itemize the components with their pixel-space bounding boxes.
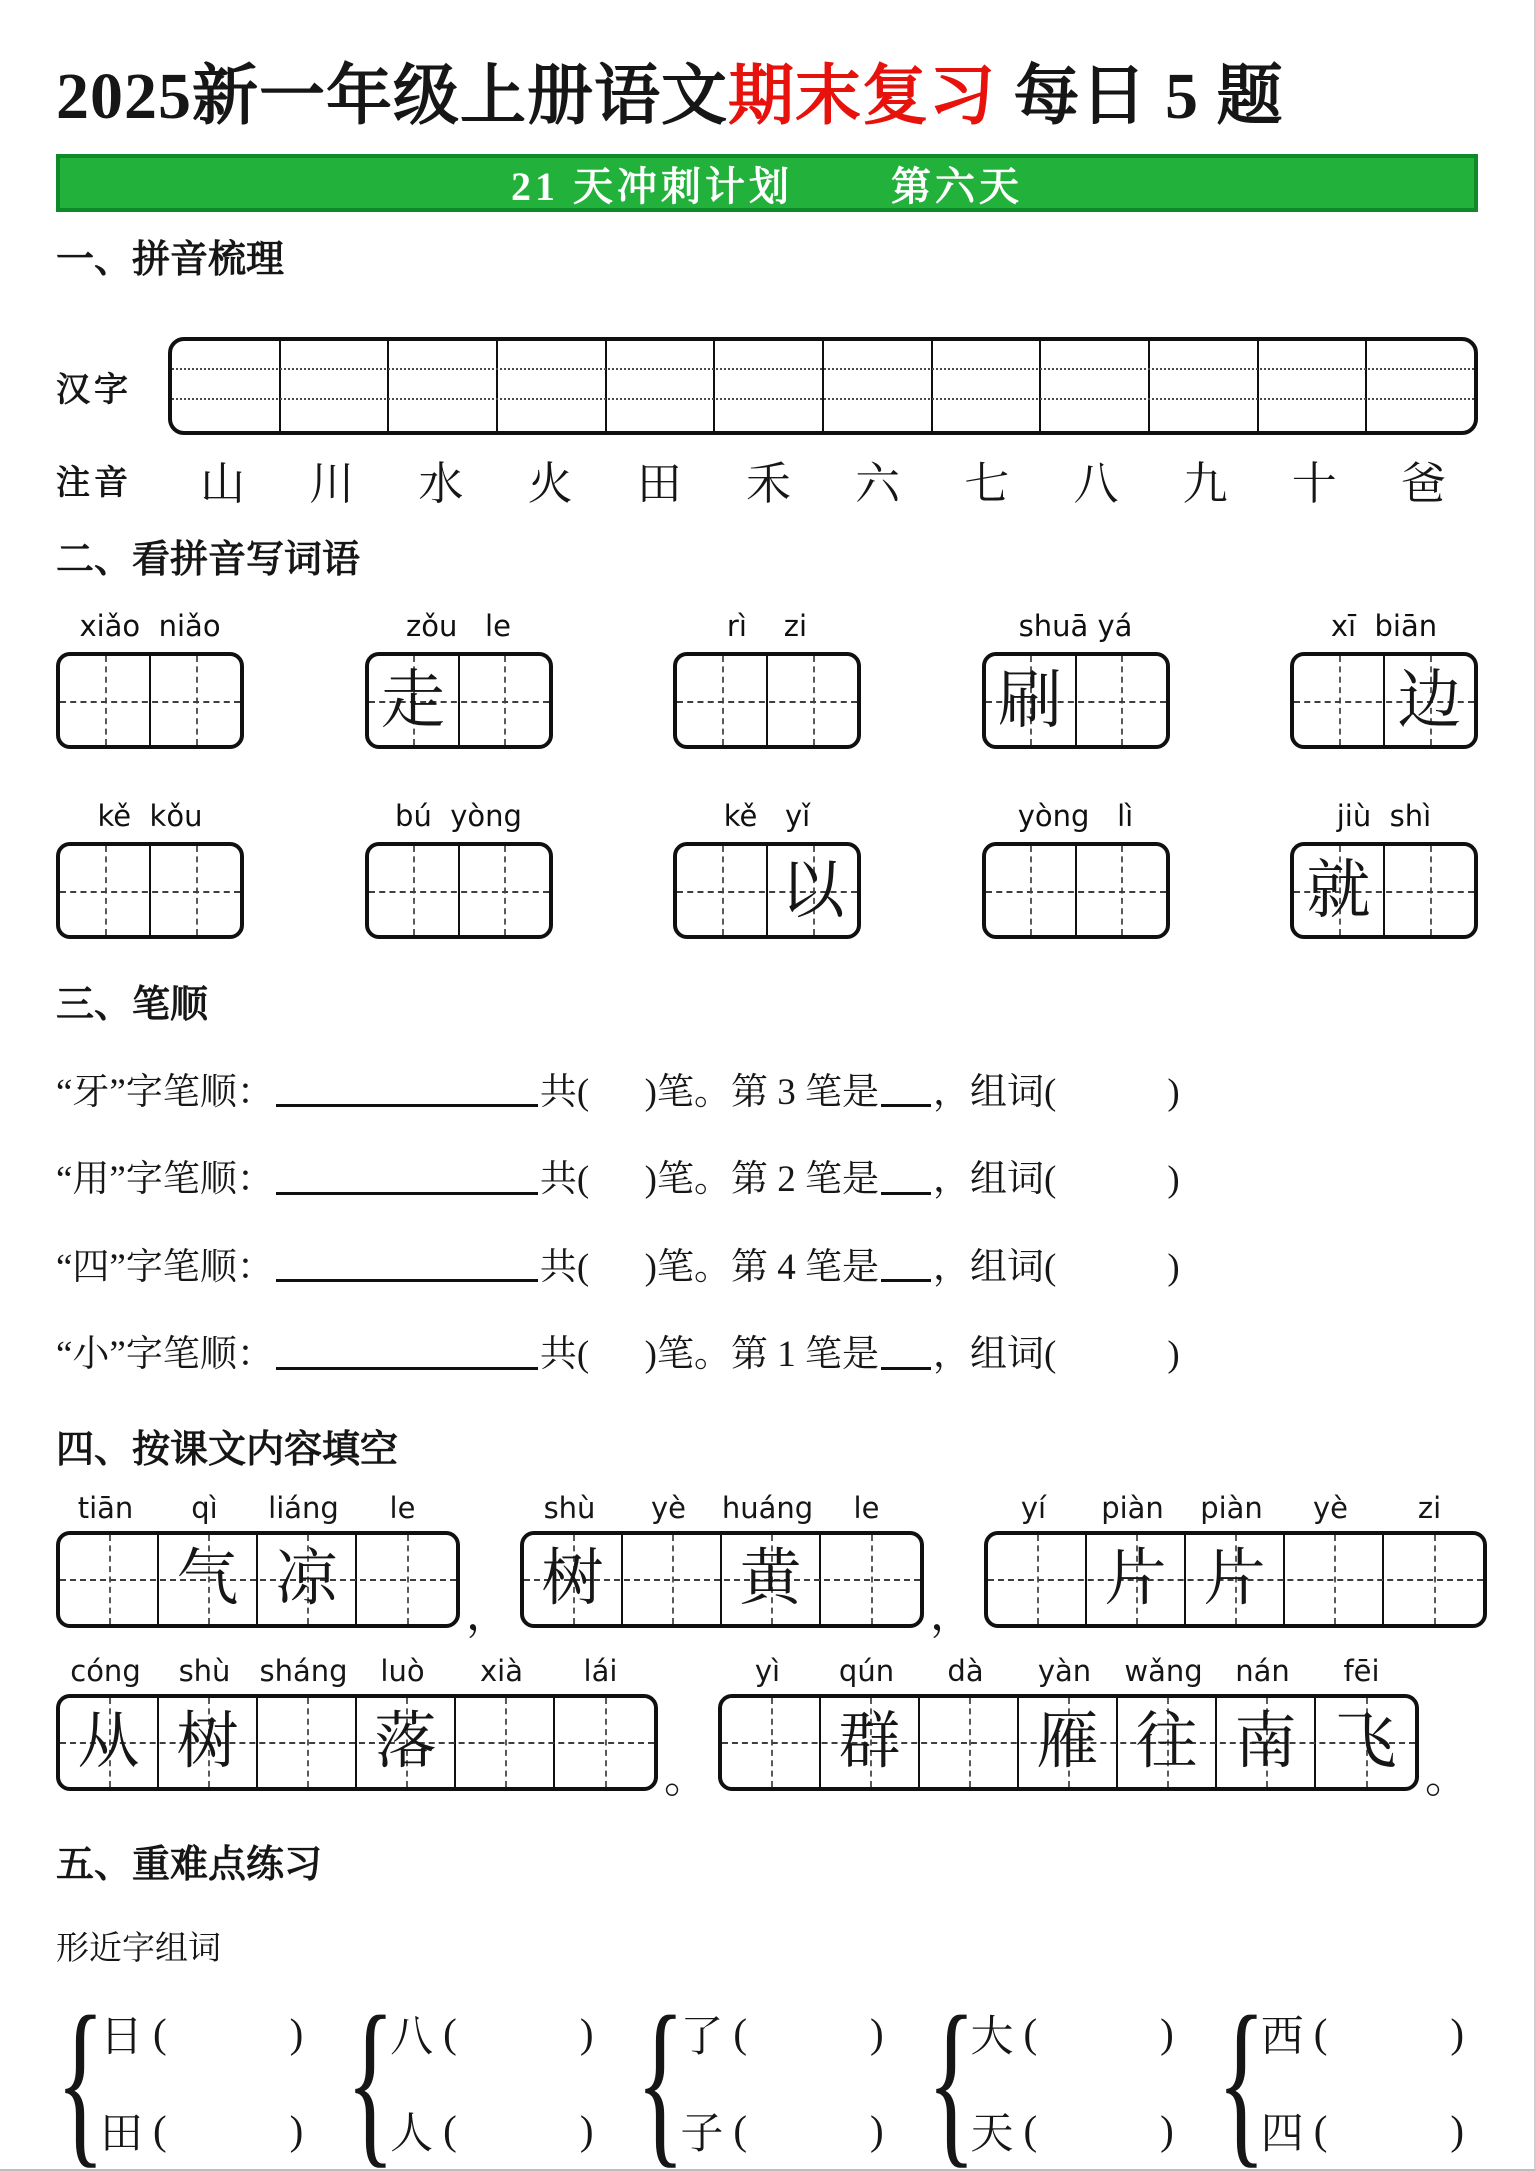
writing-cell <box>151 656 240 745</box>
pinyin-label: kě kǒu <box>97 799 203 833</box>
writing-cell <box>986 656 1077 745</box>
fill-group <box>56 1491 460 1628</box>
character: 六 <box>855 459 901 509</box>
pinyin-label: xiǎo niǎo <box>79 609 221 643</box>
stroke-order-line <box>56 1246 1478 1290</box>
pinyin-cell <box>1041 341 1150 431</box>
writing-box <box>673 652 861 749</box>
stroke-answer-blank <box>881 1279 931 1282</box>
stroke-order-blank <box>276 1192 538 1195</box>
stroke-suffix: ，组词( ) <box>933 1072 1180 1113</box>
pinyin-syllable: luò <box>380 1653 425 1688</box>
fill-cell <box>456 1698 555 1787</box>
pinyin-syllable: yí <box>1020 1490 1047 1525</box>
pinyin-syllable: qì <box>191 1490 218 1525</box>
pinyin-label: jiù shì <box>1336 799 1432 833</box>
writing-box <box>56 842 244 939</box>
pinyin-row <box>520 1491 924 1525</box>
curly-brace: { <box>1216 1978 1266 2171</box>
word-group <box>982 799 1170 939</box>
answer-char: 往 <box>1135 1708 1198 1777</box>
fill-cell <box>60 1535 159 1624</box>
writing-box <box>1290 842 1478 939</box>
stroke-suffix: ，组词( ) <box>933 1334 1180 1376</box>
character: 水 <box>418 459 464 509</box>
answer-char: 边 <box>1397 664 1462 736</box>
character: 山 <box>200 459 246 509</box>
pinyin-cell <box>1367 341 1474 431</box>
stroke-prefix: “小”字笔顺： <box>56 1334 274 1376</box>
stroke-order-line <box>56 1071 1478 1115</box>
pinyin-syllable: shù <box>543 1490 596 1525</box>
pair-column <box>1261 2003 1464 2161</box>
zhuyin-label: 注音 <box>56 465 132 502</box>
character-list <box>168 447 1478 512</box>
fill-cell <box>555 1698 654 1787</box>
fill-cell <box>1087 1535 1186 1624</box>
answer-char: 从 <box>77 1708 140 1777</box>
pair-line <box>1261 2003 1464 2064</box>
word-group <box>1290 799 1478 939</box>
pinyin-syllable: lái <box>583 1653 618 1688</box>
answer-paren: ( ) <box>733 2010 884 2057</box>
answer-char: 南 <box>1234 1708 1297 1777</box>
section5-subheading: 形近字组词 <box>56 1930 221 1967</box>
answer-paren: ( ) <box>1023 2010 1174 2057</box>
pair-char: 大 <box>970 2013 1014 2061</box>
fill-grid <box>56 1694 658 1791</box>
pair-char: 西 <box>1260 2013 1304 2061</box>
pair-line <box>971 2100 1174 2161</box>
answer-char: 飞 <box>1334 1708 1397 1777</box>
pair-char: 子 <box>680 2110 724 2158</box>
answer-paren: ( ) <box>443 2107 594 2154</box>
fill-grid <box>718 1694 1419 1791</box>
writing-cell <box>768 656 857 745</box>
pair-char: 了 <box>680 2013 724 2061</box>
pinyin-label: shuā yá <box>1018 609 1133 643</box>
pinyin-row <box>56 1491 460 1525</box>
pinyin-syllable: zi <box>1417 1490 1442 1525</box>
pinyin-syllable: tiān <box>77 1490 134 1525</box>
fill-cell <box>1217 1698 1316 1787</box>
fill-cell <box>821 1698 920 1787</box>
writing-box <box>56 652 244 749</box>
pair-char: 田 <box>100 2110 143 2158</box>
page-title <box>56 42 1478 137</box>
character: 八 <box>1073 459 1119 509</box>
writing-cell <box>1294 846 1385 935</box>
writing-box <box>365 652 553 749</box>
pinyin-writing-grid <box>168 337 1478 435</box>
pair-line <box>390 2003 593 2064</box>
pinyin-syllable: le <box>389 1490 416 1525</box>
pinyin-label: bú yòng <box>395 799 522 833</box>
fill-grid <box>984 1531 1487 1628</box>
pinyin-cell <box>498 341 607 431</box>
pair-line <box>680 2003 883 2064</box>
word-group <box>365 609 553 749</box>
title-part3: 每日 5 题 <box>996 60 1284 133</box>
fill-cell <box>258 1698 357 1787</box>
hanzi-label: 汉字 <box>56 371 132 409</box>
writing-box <box>982 842 1170 939</box>
fill-cell <box>1019 1698 1118 1787</box>
answer-paren: ( ) <box>1313 2010 1464 2057</box>
pinyin-syllable: yì <box>754 1653 781 1688</box>
pinyin-label: yòng lì <box>1017 799 1134 833</box>
stroke-answer-blank <box>881 1192 931 1195</box>
pair-group <box>1216 1978 1464 2171</box>
answer-char: 就 <box>1306 854 1371 926</box>
fill-grid <box>56 1531 460 1628</box>
pair-group <box>346 1978 594 2171</box>
answer-char: 群 <box>838 1708 901 1777</box>
punctuation: ， <box>930 1589 974 1639</box>
pinyin-cell <box>1259 341 1368 431</box>
answer-char: 走 <box>381 664 445 736</box>
fill-cell <box>258 1535 357 1624</box>
title-part2-red: 期末复习 <box>728 60 996 133</box>
stroke-order-line <box>56 1333 1478 1377</box>
word-group <box>673 609 861 749</box>
writing-cell <box>369 656 460 745</box>
stroke-answer-blank <box>881 1104 931 1107</box>
character: 禾 <box>745 459 791 509</box>
fill-cell <box>1285 1535 1384 1624</box>
pinyin-syllable: fēi <box>1343 1653 1380 1688</box>
pinyin-syllable: xià <box>480 1653 523 1688</box>
answer-char: 片 <box>1104 1545 1167 1614</box>
writing-cell <box>60 656 151 745</box>
stroke-mid: 共( )笔。第 3 笔是 <box>539 1072 880 1113</box>
curly-brace: { <box>636 1978 686 2171</box>
fill-cell <box>357 1535 456 1624</box>
pinyin-label: xī biān <box>1330 609 1438 643</box>
pair-line <box>971 2003 1174 2064</box>
stroke-prefix: “四”字笔顺： <box>56 1246 274 1288</box>
writing-cell <box>1077 846 1166 935</box>
fill-cell <box>159 1698 258 1787</box>
fill-cell <box>60 1698 159 1787</box>
title-part1: 2025新一年级上册语文 <box>56 60 728 133</box>
pinyin-label: kě yǐ <box>723 799 811 833</box>
fill-cell <box>159 1535 258 1624</box>
punctuation: 。 <box>664 1752 708 1802</box>
character: 田 <box>636 459 682 509</box>
curly-brace: { <box>346 1978 396 2171</box>
stroke-mid: 共( )笔。第 4 笔是 <box>539 1246 880 1288</box>
answer-paren: ( ) <box>153 2010 304 2057</box>
fill-cell <box>623 1535 722 1624</box>
pinyin-syllable: piàn <box>1200 1490 1263 1525</box>
word-group <box>1290 609 1478 749</box>
curly-brace: { <box>56 1978 105 2171</box>
character: 九 <box>1182 459 1228 509</box>
pinyin-cell <box>1150 341 1259 431</box>
pinyin-cell <box>281 341 390 431</box>
writing-cell <box>460 656 549 745</box>
pinyin-label: zǒu le <box>406 609 511 643</box>
pair-char: 天 <box>970 2110 1014 2158</box>
word-row-2 <box>56 799 1478 939</box>
section1-heading: 一、拼音梳理 <box>56 239 285 281</box>
pinyin-syllable: shù <box>178 1653 231 1688</box>
fill-cell <box>1118 1698 1217 1787</box>
pinyin-row <box>718 1654 1419 1688</box>
word-group <box>365 799 553 939</box>
answer-char: 以 <box>780 854 845 926</box>
pair-group <box>56 1978 304 2171</box>
word-group <box>56 609 244 749</box>
pinyin-syllable: sháng <box>259 1653 348 1688</box>
punctuation: ， <box>466 1589 510 1639</box>
fill-grid <box>520 1531 924 1628</box>
pinyin-syllable: yàn <box>1037 1653 1092 1688</box>
pair-line <box>100 2100 303 2161</box>
writing-cell <box>1385 846 1474 935</box>
writing-cell <box>768 846 857 935</box>
stroke-mid: 共( )笔。第 1 笔是 <box>539 1334 880 1376</box>
stroke-order-blank <box>276 1104 538 1107</box>
stroke-prefix: “牙”字笔顺： <box>56 1072 274 1113</box>
pair-column <box>680 2003 883 2161</box>
punctuation: 。 <box>1425 1752 1469 1802</box>
writing-cell <box>460 846 549 935</box>
section3-heading: 三、笔顺 <box>56 984 209 1026</box>
stroke-order-blank <box>276 1279 538 1282</box>
pinyin-syllable: liáng <box>268 1490 339 1525</box>
character: 七 <box>964 459 1010 509</box>
pinyin-syllable: huáng <box>721 1490 814 1525</box>
pair-char: 四 <box>1260 2110 1304 2158</box>
answer-char: 凉 <box>275 1545 338 1614</box>
pinyin-label: rì zi <box>726 609 808 643</box>
pair-char: 人 <box>390 2110 434 2158</box>
answer-paren: ( ) <box>153 2107 304 2154</box>
pinyin-syllable: cóng <box>70 1653 141 1688</box>
fill-cell <box>920 1698 1019 1787</box>
pinyin-row <box>984 1491 1487 1525</box>
fill-group <box>984 1491 1487 1628</box>
writing-box <box>673 842 861 939</box>
writing-box <box>1290 652 1478 749</box>
pinyin-syllable: piàn <box>1101 1490 1164 1525</box>
character: 爸 <box>1400 459 1446 509</box>
writing-box <box>982 652 1170 749</box>
pair-line <box>680 2100 883 2161</box>
pinyin-cell <box>824 341 933 431</box>
pair-char: 日 <box>100 2013 143 2061</box>
writing-cell <box>369 846 460 935</box>
writing-box <box>365 842 553 939</box>
fill-cell <box>357 1698 456 1787</box>
word-group <box>982 609 1170 749</box>
stroke-prefix: “用”字笔顺： <box>56 1159 274 1201</box>
word-group <box>673 799 861 939</box>
pinyin-cell <box>715 341 824 431</box>
fill-cell <box>722 1698 821 1787</box>
pair-line <box>390 2100 593 2161</box>
fill-cell <box>1186 1535 1285 1624</box>
pinyin-cell <box>607 341 716 431</box>
section4-heading: 四、按课文内容填空 <box>56 1428 399 1471</box>
answer-paren: ( ) <box>1023 2107 1174 2154</box>
fill-group <box>718 1654 1419 1791</box>
pinyin-syllable: qún <box>838 1653 895 1688</box>
character: 十 <box>1291 459 1337 509</box>
character: 火 <box>527 459 573 509</box>
fill-cell <box>1384 1535 1483 1624</box>
section5-heading: 五、重难点练习 <box>56 1843 323 1886</box>
writing-cell <box>677 656 768 745</box>
answer-char: 气 <box>176 1545 239 1614</box>
answer-char: 雁 <box>1036 1708 1099 1777</box>
pair-column <box>971 2003 1174 2161</box>
answer-paren: ( ) <box>733 2107 884 2154</box>
fill-cell <box>988 1535 1087 1624</box>
character: 川 <box>309 459 355 509</box>
answer-char: 落 <box>374 1708 437 1777</box>
writing-cell <box>677 846 768 935</box>
fill-cell <box>524 1535 623 1624</box>
pinyin-syllable: le <box>853 1490 880 1525</box>
fill-row-2 <box>56 1653 1478 1802</box>
pinyin-syllable: dà <box>947 1653 984 1688</box>
pair-line <box>1261 2100 1464 2161</box>
word-group <box>56 799 244 939</box>
plan-banner <box>56 154 1478 212</box>
word-row-1 <box>56 609 1478 749</box>
fill-cell <box>1316 1698 1415 1787</box>
pair-column <box>100 2003 303 2161</box>
writing-cell <box>1385 656 1474 745</box>
plan-banner-text: 21 天冲刺计划 第六天 <box>511 163 1023 209</box>
answer-char: 树 <box>176 1708 239 1777</box>
writing-cell <box>1077 656 1166 745</box>
stroke-suffix: ，组词( ) <box>933 1246 1180 1288</box>
answer-paren: ( ) <box>443 2010 594 2057</box>
writing-cell <box>151 846 240 935</box>
fill-cell <box>722 1535 821 1624</box>
writing-cell <box>60 846 151 935</box>
hanzi-row <box>56 337 1478 435</box>
pinyin-cell <box>172 341 281 431</box>
section2-heading: 二、看拼音写词语 <box>56 539 361 581</box>
pinyin-row <box>56 1654 658 1688</box>
pinyin-syllable: wǎng <box>1124 1653 1203 1688</box>
answer-char: 树 <box>541 1545 604 1614</box>
pinyin-syllable: yè <box>1312 1490 1348 1525</box>
pair-group <box>636 1978 884 2171</box>
pair-char: 八 <box>390 2013 434 2061</box>
stroke-answer-blank <box>881 1367 931 1370</box>
pinyin-syllable: yè <box>650 1490 686 1525</box>
writing-cell <box>1294 656 1385 745</box>
stroke-suffix: ，组词( ) <box>933 1159 1180 1201</box>
curly-brace: { <box>926 1978 976 2171</box>
pair-line <box>100 2003 303 2064</box>
character-pairs-row <box>56 1978 1478 2171</box>
fill-group <box>56 1654 658 1791</box>
answer-paren: ( ) <box>1313 2107 1464 2154</box>
answer-char: 黄 <box>739 1545 802 1614</box>
pinyin-cell <box>933 341 1042 431</box>
pinyin-syllable: nán <box>1235 1653 1290 1688</box>
pair-group <box>926 1978 1174 2171</box>
stroke-order-blank <box>276 1367 538 1370</box>
writing-cell <box>986 846 1077 935</box>
pinyin-cell <box>389 341 498 431</box>
fill-cell <box>821 1535 920 1624</box>
fill-row-1 <box>56 1490 1478 1639</box>
pair-column <box>390 2003 593 2161</box>
answer-char: 片 <box>1203 1545 1266 1614</box>
zhuyin-row <box>56 447 1478 512</box>
stroke-mid: 共( )笔。第 2 笔是 <box>539 1159 880 1201</box>
stroke-order-line <box>56 1158 1478 1202</box>
answer-char: 刷 <box>998 664 1062 736</box>
fill-group <box>520 1491 924 1628</box>
